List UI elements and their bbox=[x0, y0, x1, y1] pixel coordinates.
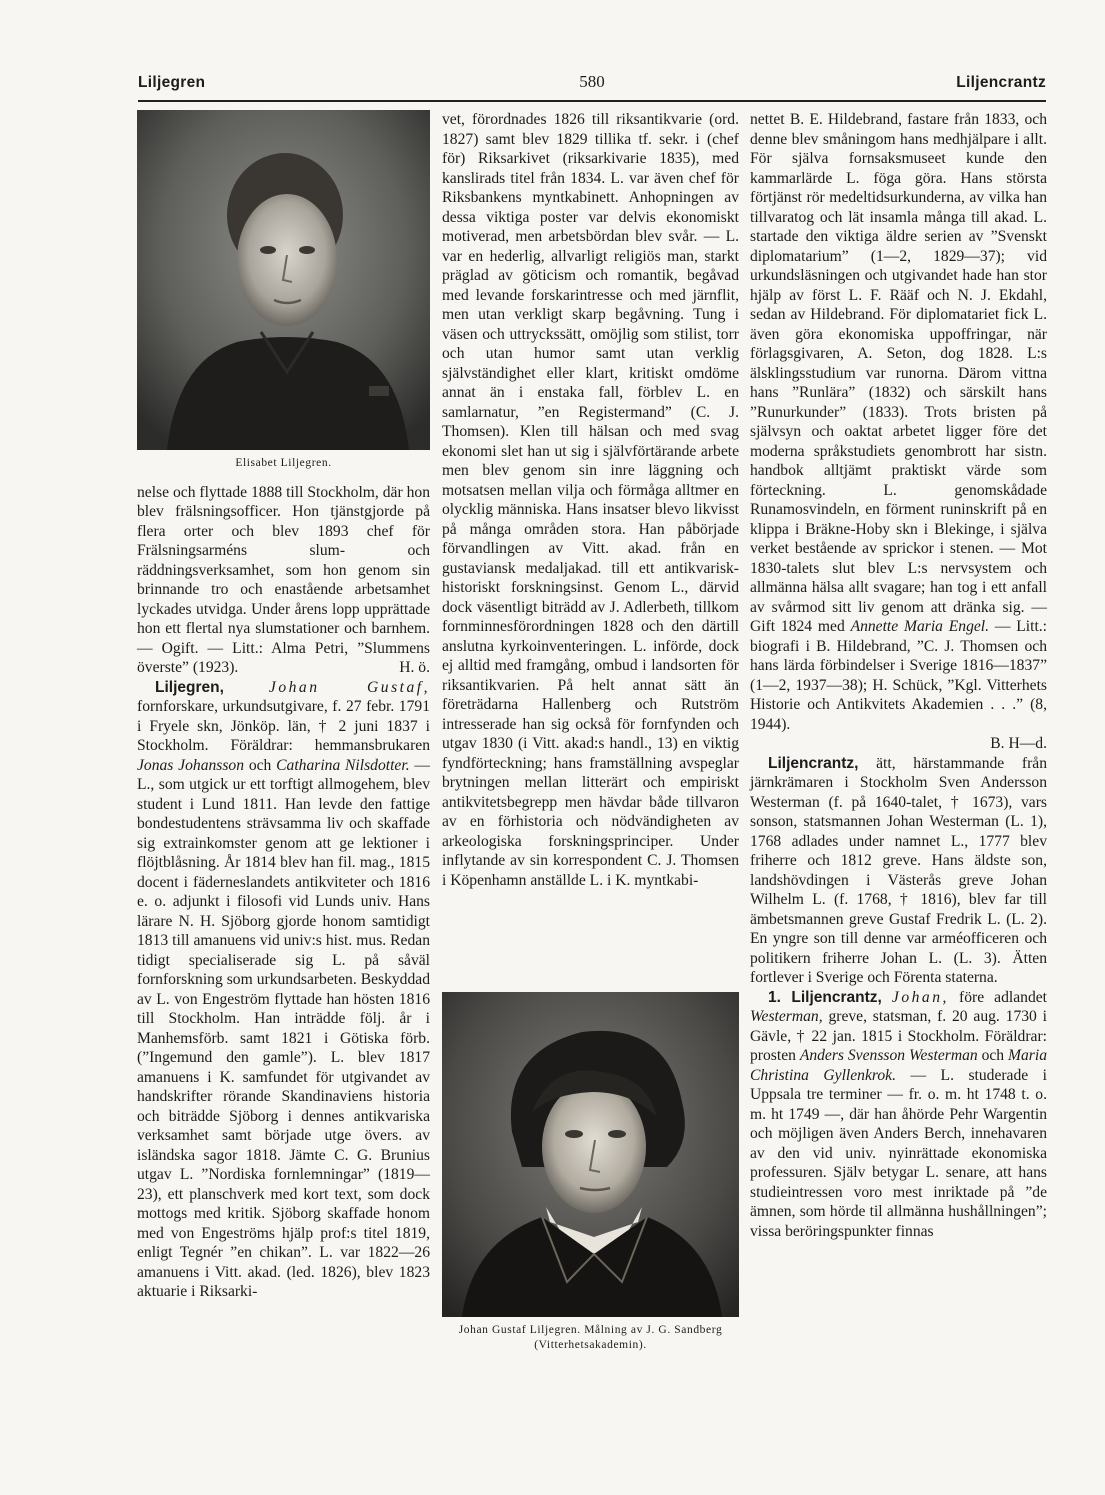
entry-given-names: Johan, bbox=[891, 988, 949, 1006]
birth-name: Westerman, bbox=[750, 1008, 823, 1025]
entry-liljencrantz-johan bbox=[750, 988, 1047, 1242]
portrait-photo-elisabet bbox=[137, 110, 430, 450]
entry-headword: Liljencrantz, bbox=[768, 754, 859, 772]
signature: B. H—d. bbox=[990, 735, 1047, 752]
parent-name: Jonas Johansson bbox=[137, 756, 245, 774]
portrait-figure-elisabet bbox=[137, 110, 430, 471]
running-head-right: Liljencrantz bbox=[956, 74, 1046, 91]
page-number: 580 bbox=[579, 72, 605, 91]
entry-liljencrantz-family bbox=[750, 754, 1047, 988]
column-3 bbox=[750, 110, 1047, 1241]
portrait-painting-johan-gustaf bbox=[442, 992, 739, 1317]
conjunction: och bbox=[981, 1047, 1005, 1064]
column-2 bbox=[442, 110, 739, 890]
entry-text: greve, statsman, f. 20 aug. 1730 i Gävle, † 22 jan. 1815 i Stockholm. Föräldrar: prosten bbox=[750, 1008, 1047, 1064]
portrait-caption-johan-gustaf: Johan Gustaf Liljegren. Målning av J. G. Sandberg (Vitterhetsakademin). bbox=[458, 1324, 723, 1351]
entry-text: fornforskare, urkundsutgivare, f. 27 febr. 1791 i Fryele skn, Jönköp. län, † 2 juni 1837 i Stockholm. Föräldrar: hemmansbrukaren bbox=[137, 698, 430, 754]
spouse-name: Annette Maria Engel. bbox=[850, 618, 990, 635]
paragraph bbox=[137, 483, 430, 678]
parent-name: Maria Christina Gyllenkrok. bbox=[750, 1047, 1047, 1084]
entry-text: — L. studerade i Uppsala tre terminer — fr. o. m. ht 1748 t. o. m. ht 1749 —, där han åhörde Pehr Wargentin och möjligen även Anders Berch, innehavaren av den vid univ. nyinrättade ekonomiska professuren. Själv betygar L. senare, att hans studieintressen voro mest inriktade på ”de ämnen, som hörde til allmänna hushållningen”; vissa beröringspunkter finnas bbox=[750, 1066, 1048, 1240]
running-head-left: Liljegren bbox=[138, 74, 206, 91]
signature: H. ö. bbox=[399, 659, 430, 676]
entry-headword: 1. Liljencrantz, bbox=[768, 988, 882, 1006]
entry-text: ätt, härstammande från järnkrämaren i Stockholm Sven Andersson Westerman (f. på 1640-talet, † 1673), vars sonson, statsmannen Johan Westerman (L. 1), 1768 adlades under namnet L., 1777 blev friherre och 1812 greve. Hans äldste son, landshövdingen i Västerås greve Johan Wilhelm L. (f. 1768, † 1816), blev far till ämbetsmannen greve Gustaf Fredrik L. (L. 2). En yngre son till denne var arméofficeren och politikern friherre Johan L. (L. 3). Ätten fortlever i Sverige och Förenta staterna. bbox=[750, 754, 1047, 986]
paragraph-text: nettet B. E. Hildebrand, fastare från 1833, och denne blev småningom hans medhjälpare i allt. För själva fornsaksmuseet kunde den kammarlärde L. föga göra. Hans största förtjänst rör medeltidsurkunderna, av vilka han tillvaratog och lät insamla många till akad. L. startade den viktiga äldre serien av ”Svenskt diplomatarium” (1—2, 1829—37); vid urkundsläsningen och utgivandet hade han stor hjälp av först L. F. Rääf och N. J. Ekdahl, sedan av Hildebrand. För diplomatariet fick L. även göra ekonomiska uppoffringar, när förlagsgivaren, A. Seton, dog 1828. L:s älsklingsstudium var runorna. Därom vittna hans ”Runlära” (1832) och särskilt hans ”Runurkunder” (1833). Trots bristen på självsyn och oaktat arbetet ligger före det moderna språkstudiets genombrott har sistn. handbok alltjämt praktiskt värde som förteckning. L. genomskådade Runamosvindeln, en förment runinskrift på en klippa i Bräkne-Hoby skn i Blekinge, i själva verket bestående av sprickor i stenen. — Mot 1830-talets slut blev L:s nervsystem och allmänna hälsa allt svagare; han tog i ett anfall av svårmod sitt liv genom att dränka sig. — Gift 1824 med bbox=[750, 111, 1047, 635]
paragraph-text: vet, förordnades 1826 till riksantikvarie (ord. 1827) samt blev 1829 tillika tf. sekr. i (chef för) Riksarkivet (riksarkivarie 1835), med kanslirads titel från 1834. L. var även chef för Riksbankens myntkabinett. Anhopningen av dessa viktiga poster var delvis ekonomiskt motiverad, men arbetsbördan blev svår. — L. var en hederlig, allvarligt religiös man, starkt präglad av göticism och romantik, begåvad med levande forskarintresse och med järnflit, men utan verkligt skarp begåvning. Tung i väsen och uttryckssätt, omöjlig som stilist, torr och utan humor samt utan verklig självständighet eller klart, kritiskt omdöme annat än i enstaka fall, förblev L. en samlarnatur, ”en Registermand” (C. J. Thomsen). Klen till hälsan och med svag ekonomi slet han ut sig i självförtärande arbete men blev genom sin inre läggning och motsatsen mellan vilja och förmåga alltmer en olycklig människa. Hans insatser blevo likvisst på många områden stora. Han påbörjade förvandlingen av Vitt. akad. från en gustaviansk medaljakad. till ett antikvarisk-historiskt forskningsinst. Genom L., därvid dock väsentligt biträdd av J. Adlerbeth, tillkom fornminnesförordningen 1828 och den därtill anslutna kyrkoinventeringen. L. införde, dock ej alltid med framgång, ombud i landsorten för riksantikvarien. På helt annat sätt än företrädarna Hallenberg och Rutström intresserade han sig också för fornfynden och utgav 1830 (i Vitt. akad:s handl., 13) en viktig fyndförteckning; hans framställning avspeglar brytningen mellan litterärt och empiriskt antikvitetsbegrepp men hävdar både tillvaron av en förhistoria och nödvändigheten av arkeologiska forskningsprinciper. Under inflytande av sin korrespondent C. J. Thomsen i Köpenhamn anställde L. i K. myntkabi- bbox=[442, 111, 739, 889]
portrait-image-elisabet bbox=[137, 110, 430, 450]
entry-given-names: Johan Gustaf, bbox=[268, 678, 430, 696]
paragraph bbox=[442, 110, 739, 890]
portrait-caption-elisabet: Elisabet Liljegren. bbox=[235, 457, 332, 469]
paragraph bbox=[750, 110, 1047, 734]
paragraph-text: nelse och flyttade 1888 till Stockholm, där hon blev frälsningsofficer. Hon tjänstgjorde på flera orter och blev 1893 chef för Frälsningsarméns slum- och räddningsverksamhet, som hon genom sin brinnande tro och enastående arbetsamhet lyckades utvidga. Under årens lopp upprättade hon ett flertal nya slumstationer och barnhem. — Ogift. — Litt.: Alma Petri, ”Slummens överste” (1923). bbox=[137, 483, 430, 676]
entry-text: — L., som utgick ur ett torftigt allmogehem, blev student i Lund 1811. Han levde den fattige bondestudentens strävsamma liv och skaffade sig extrainkomster genom att ge lektioner i flöjtblåsning. År 1814 blev han fil. mag., 1815 docent i fäderneslandets antikviteter och 1816 e. o. adjunkt i filosofi vid Lunds univ. Hans lärare N. H. Sjöborg gjorde honom samtidigt 1813 till amanuens vid univ:s hist. mus. Redan tidigt specialiserade sig L. på såväl fornforskning som urkundsarbeten. Beskyddad av L. von Engeström flyttade han hösten 1816 till Stockholm. Han inträdde följ. år i Manhemsförb. samt 1821 i Götiska förb. (”Ingemund den gamle”). L. blev 1817 amanuens i K. samfundet för utgivandet av handskrifter rörande Skandinaviens historia och biträdde Sjöborg i dennes antikvariska verksamhet samt började utge övers. av isländska sagor 1818. Jämte C. G. Brunius utgav L. ”Nordiska fornlemningar” (1819—23), ett planschverk med kort text, som dock mottogs med kritik. Sjöborg skaffade honom med von Engeströms hjälp prof:s titel 1819, enligt Tegnér ”en chikan”. L. var 1822—26 amanuens i Vitt. akad. (led. 1826), blev 1823 aktuarie i Riksarki- bbox=[137, 756, 430, 1300]
column-1 bbox=[137, 110, 430, 1302]
entry-text: före adlandet bbox=[959, 988, 1048, 1006]
portrait-figure-johan-gustaf bbox=[442, 992, 739, 1352]
entry-headword: Liljegren, bbox=[155, 678, 224, 696]
portrait-photo-johan-gustaf bbox=[442, 992, 739, 1317]
conjunction: och bbox=[248, 756, 272, 774]
parent-name: Catharina Nilsdotter. bbox=[276, 756, 410, 774]
entry-liljegren-johan-gustaf bbox=[137, 678, 430, 1302]
paragraph-text: — Litt.: biografi i B. Hildebrand, ”C. J. Thomsen och hans lärda förbindelser i Sverige 1816—1837” (1—2, 1937—38); H. Schück, ”Kgl. Vitterhets Historie och Antikvitets Akademien . . .” (8, 1944). bbox=[750, 618, 1048, 733]
running-head bbox=[138, 70, 1046, 102]
parent-name: Anders Svensson Westerman bbox=[799, 1047, 978, 1064]
